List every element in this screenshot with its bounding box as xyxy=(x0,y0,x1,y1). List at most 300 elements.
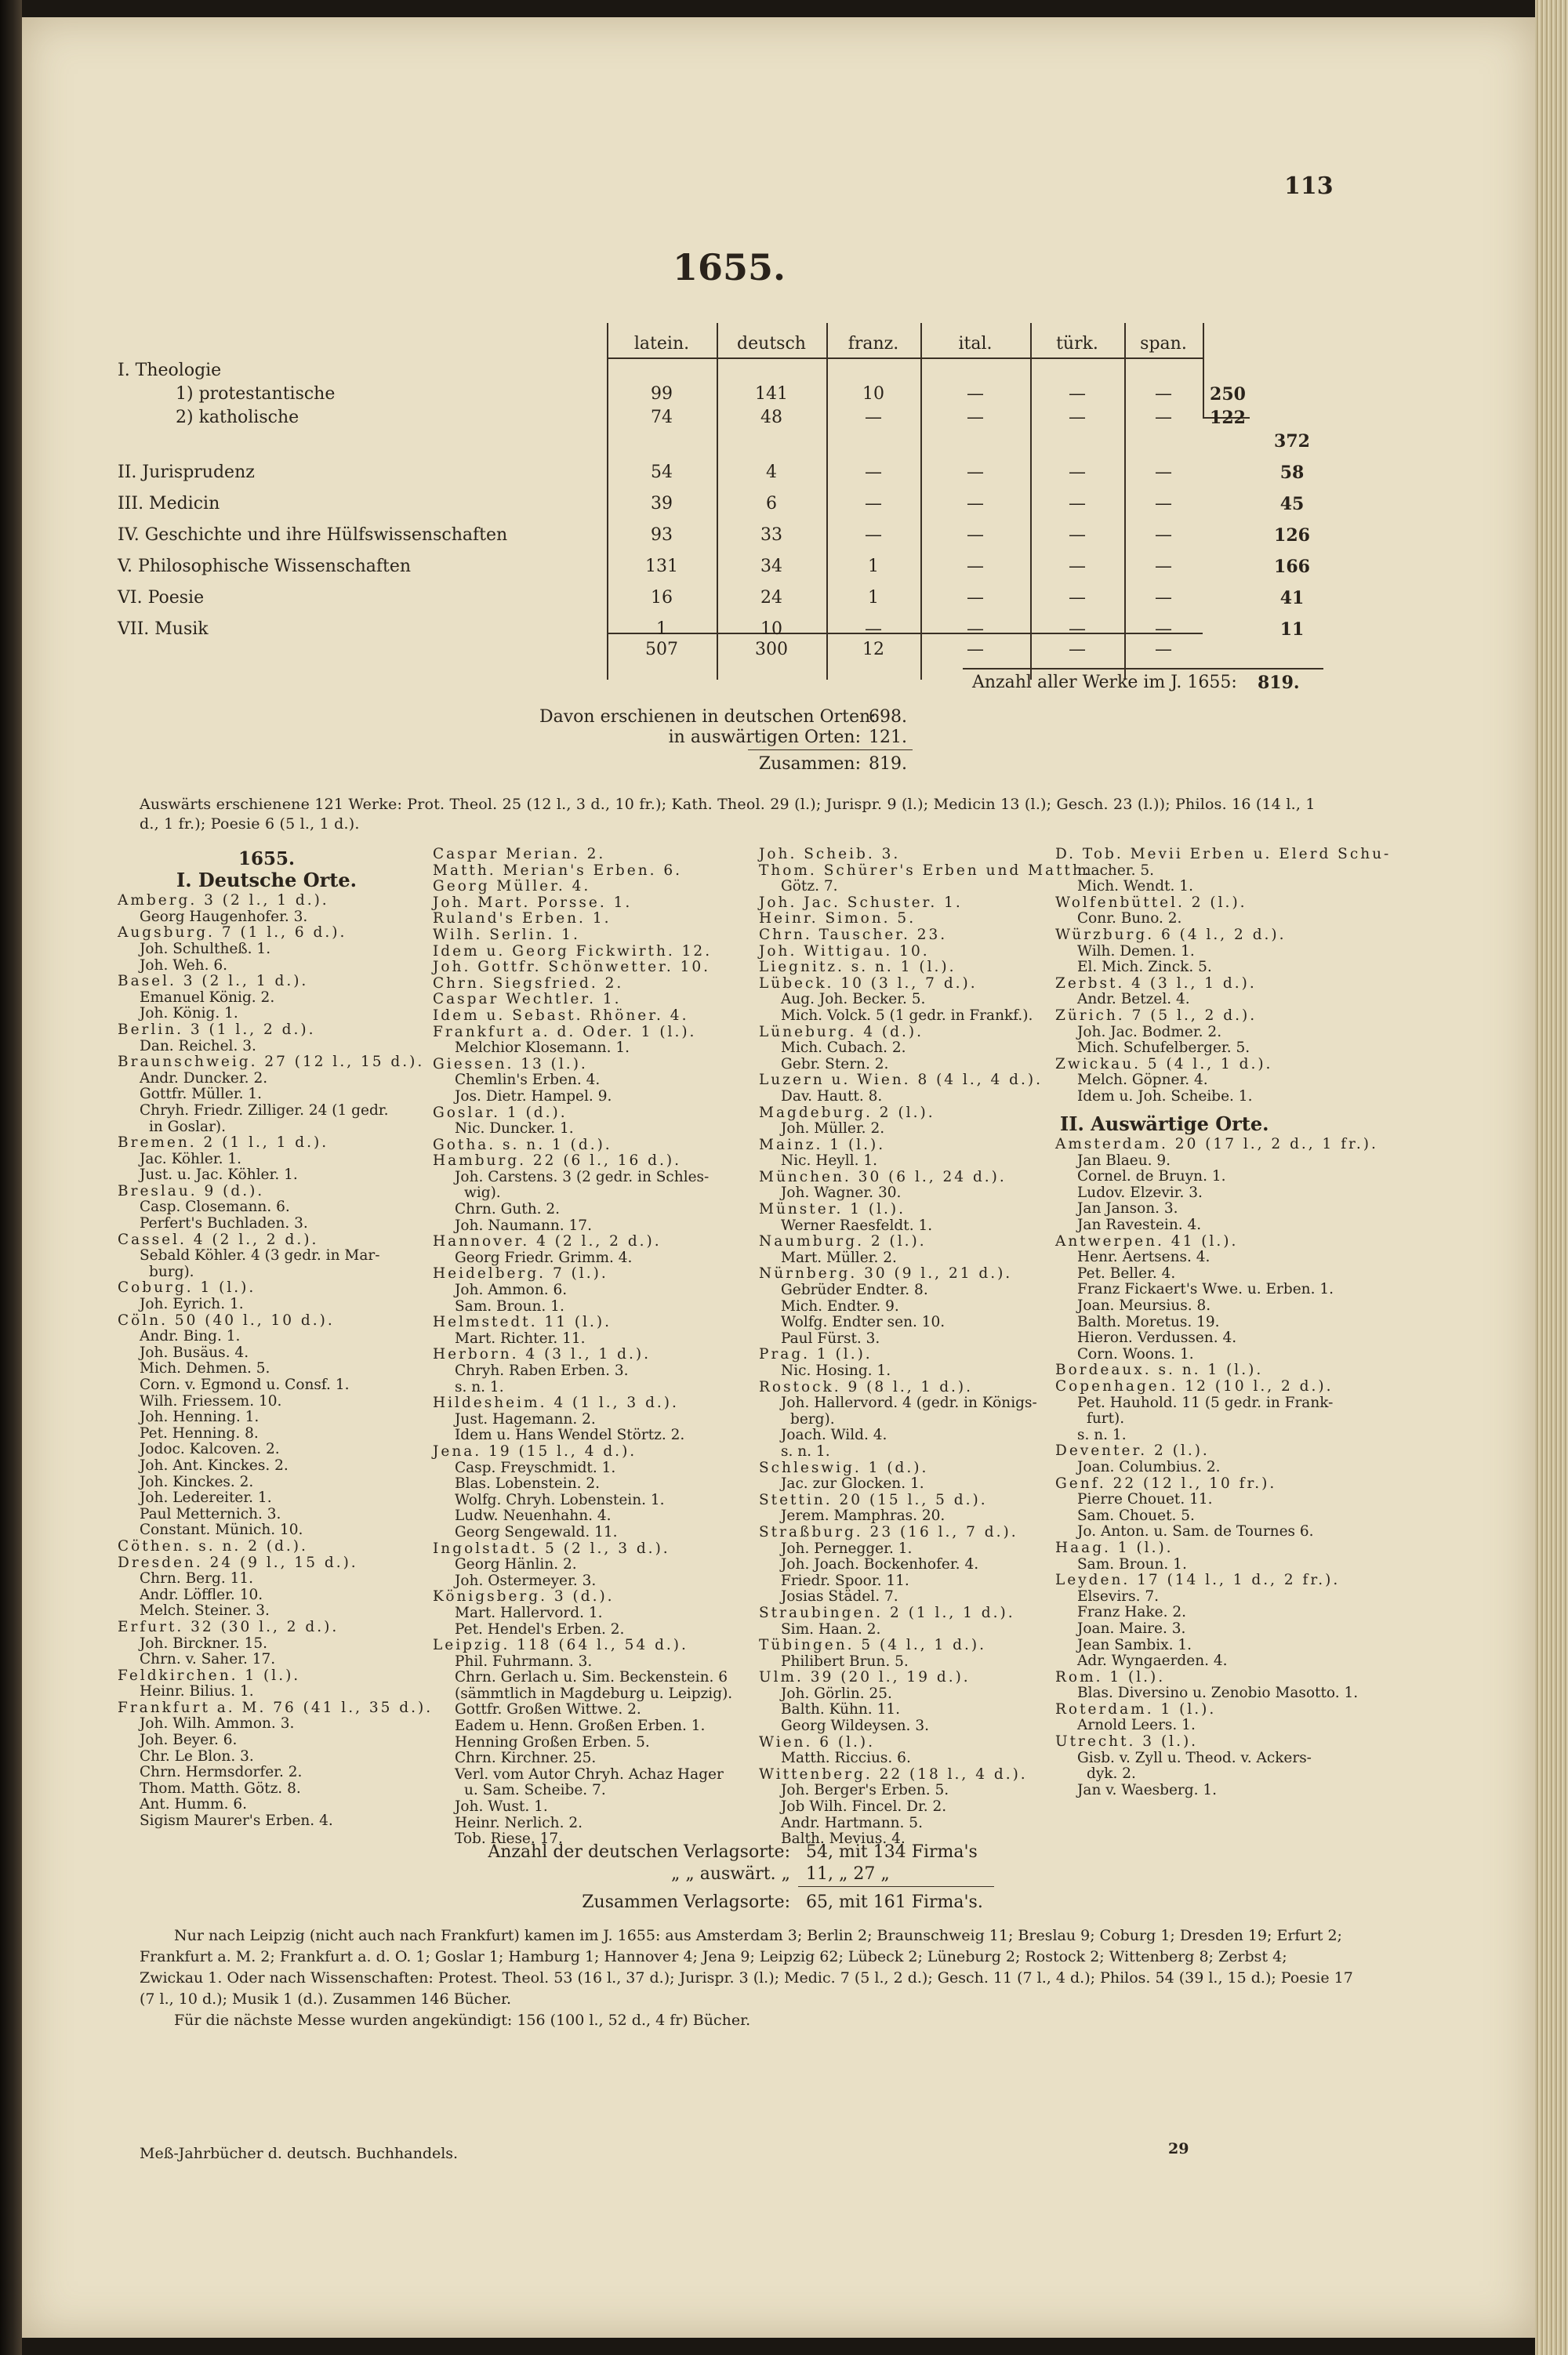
publisher-entry: Joh. Ledereiter. 1. xyxy=(140,1490,272,1507)
publisher-entry: Sam. Broun. 1. xyxy=(455,1297,564,1315)
place-entry: Goslar. 1 (d.). xyxy=(433,1104,568,1121)
publisher-entry: Joh. Müller. 2. xyxy=(781,1120,885,1138)
publisher-entry: Verl. vom Autor Chryh. Achaz Hager xyxy=(455,1765,724,1783)
publisher-entry: Balth. Mevius. 4. xyxy=(781,1831,906,1848)
publisher-entry: Joh. Pernegger. 1. xyxy=(781,1540,913,1557)
publisher-entry: Joh. Carstens. 3 (2 gedr. in Schles- xyxy=(455,1168,710,1185)
publisher-entry: Job Wilh. Fincel. Dr. 2. xyxy=(781,1798,947,1816)
place-entry: Zwickau. 5 (4 l., 1 d.). xyxy=(1055,1055,1273,1072)
place-entry: Leyden. 17 (14 l., 1 d., 2 fr.). xyxy=(1055,1572,1341,1589)
place-entry: Lüneburg. 4 (d.). xyxy=(759,1023,924,1040)
table-cell: — xyxy=(967,588,984,608)
table-cell: — xyxy=(1155,619,1172,639)
publisher-entry: Jos. Dietr. Hampel. 9. xyxy=(455,1087,612,1105)
place-entry: Giessen. 13 (l.). xyxy=(433,1055,588,1072)
publisher-entry: Pet. Beller. 4. xyxy=(1077,1265,1176,1282)
publisher-entry: Phil. Fuhrmann. 3. xyxy=(455,1653,593,1670)
publisher-entry: in Goslar). xyxy=(149,1118,227,1135)
place-entry: Joh. Wittigau. 10. xyxy=(759,942,930,960)
publisher-entry: Mich. Dehmen. 5. xyxy=(140,1360,270,1377)
col-header-deutsch: deutsch xyxy=(737,334,806,354)
publisher-entry: Joh. Schultheß. 1. xyxy=(140,940,271,957)
table-row-label: II. Jurisprudenz xyxy=(118,463,255,482)
places-line2-value: 121. xyxy=(869,728,907,747)
place-entry: Antwerpen. 41 (l.). xyxy=(1055,1232,1239,1250)
publisher-entry: Henning Großen Erben. 5. xyxy=(455,1733,650,1751)
table-cell: 33 xyxy=(760,525,782,545)
publisher-entry: Just. Hagemann. 2. xyxy=(455,1410,596,1428)
column-4 xyxy=(1055,846,1392,1798)
publisher-entry: Sebald Köhler. 4 (3 gedr. in Mar- xyxy=(140,1247,380,1265)
publisher-entry: Joan. Columbius. 2. xyxy=(1077,1458,1221,1475)
table-row-total: 372 xyxy=(1274,431,1310,452)
publisher-entry: s. n. 1. xyxy=(1077,1426,1127,1443)
place-entry: Tübingen. 5 (4 l., 1 d.). xyxy=(759,1637,986,1654)
publisher-entry: Ant. Humm. 6. xyxy=(140,1796,248,1813)
publisher-entry: Henr. Aertsens. 4. xyxy=(1077,1249,1210,1266)
publisher-entry: Constant. Münich. 10. xyxy=(140,1522,303,1539)
place-entry: Straßburg. 23 (16 l., 7 d.). xyxy=(759,1523,1018,1540)
table-cell: 99 xyxy=(651,384,673,404)
publisher-entry: Andr. Betzel. 4. xyxy=(1077,991,1190,1008)
publisher-entry: Friedr. Spoor. 11. xyxy=(781,1572,909,1589)
place-entry: Berlin. 3 (1 l., 2 d.). xyxy=(118,1021,316,1038)
place-entry: Joh. Gottfr. Schönwetter. 10. xyxy=(433,959,711,976)
publisher-entry: Pierre Chouet. 11. xyxy=(1077,1491,1213,1508)
publisher-entry: (sämmtlich in Magdeburg u. Leipzig). xyxy=(455,1685,733,1702)
table-cell: 16 xyxy=(651,588,673,608)
publisher-entry: Jan v. Waesberg. 1. xyxy=(1077,1781,1218,1798)
table-cell: 6 xyxy=(766,494,777,513)
table-cell: — xyxy=(1069,619,1086,639)
publisher-entry: Georg Hänlin. 2. xyxy=(455,1556,577,1573)
leipzig-note: Nur nach Leipzig (nicht auch nach Frankfurt) kamen im J. 1655: aus Amsterdam 3; Berlin 2; Braunschweig 11; Breslau 9; Coburg 1; Dresden 19; Erfurt 2; Frankfurt a. M. 2; Frankfurt a. d. O. 1; Goslar 1; Hamburg 1; Hannover 4; Jena 9; Leipzig 62; Lübeck 2; Lüneburg 2; Rostock 2; Wittenberg 8; Zerbst 4; Zwickau 1. Oder nach Wissenschaften: Protest. Theol. 53 (16 l., 37 d.); Jurispr. 3 (l.); Medic. 7 (5 l., 2 d.); Gesch. 11 (7 l., 4 d.); Philos. 54 (39 l., 15 d.); Poesie 17 (7 l., 10 d.); Musik 1 (d.). Zusammen 146 Bücher. xyxy=(140,1927,1353,2008)
table-cell: 54 xyxy=(651,463,673,482)
place-entry: Nürnberg. 30 (9 l., 21 d.). xyxy=(759,1265,1013,1283)
publisher-entry: Nic. Duncker. 1. xyxy=(455,1120,574,1138)
place-entry: Herborn. 4 (3 l., 1 d.). xyxy=(433,1346,651,1363)
table-cell: 10 xyxy=(862,384,884,404)
publisher-entry: Blas. Lobenstein. 2. xyxy=(455,1475,601,1493)
year-title: 1655. xyxy=(673,246,786,288)
section-heading-foreign: II. Auswärtige Orte. xyxy=(1060,1112,1269,1135)
publisher-entry: Just. u. Jac. Köhler. 1. xyxy=(140,1167,298,1184)
publisher-entry: wig). xyxy=(464,1185,501,1202)
publisher-entry: Joh. Busäus. 4. xyxy=(140,1344,249,1361)
place-entry: Georg Müller. 4. xyxy=(433,878,591,895)
publisher-entry: Sam. Broun. 1. xyxy=(1077,1555,1187,1573)
place-entry: Zürich. 7 (5 l., 2 d.). xyxy=(1055,1007,1258,1024)
table-row-label: 2) katholische xyxy=(176,408,299,427)
table-cell: — xyxy=(865,619,882,639)
publisher-entry: Jac. Köhler. 1. xyxy=(140,1150,242,1167)
publisher-entry: Pet. Henning. 8. xyxy=(140,1424,259,1442)
table-cell: 4 xyxy=(766,463,777,482)
table-cell: — xyxy=(1069,384,1086,404)
place-entry: Coburg. 1 (l.). xyxy=(118,1279,256,1297)
summary-line1-label: Anzahl der deutschen Verlagsorte: xyxy=(488,1842,790,1862)
publisher-entry: Dav. Hautt. 8. xyxy=(781,1087,883,1105)
place-entry: Cassel. 4 (2 l., 2 d.). xyxy=(118,1231,319,1248)
publisher-entry: Chryh. Friedr. Zilliger. 24 (1 gedr. xyxy=(140,1101,389,1119)
places-line1-label: Davon erschienen in deutschen Orten: xyxy=(539,707,877,727)
publisher-entry: Gottfr. Großen Wittwe. 2. xyxy=(455,1701,641,1718)
places-total-label: Zusammen: xyxy=(758,754,861,774)
place-entry: Zerbst. 4 (3 l., 1 d.). xyxy=(1055,974,1257,992)
publisher-entry: Emanuel König. 2. xyxy=(140,989,275,1006)
table-cell: — xyxy=(1155,588,1172,608)
place-entry: Helmstedt. 11 (l.). xyxy=(433,1314,612,1331)
place-entry: Ingolstadt. 5 (2 l., 3 d.). xyxy=(433,1540,670,1557)
publisher-entry: Joh. Ammon. 6. xyxy=(455,1282,568,1299)
col-header-latein: latein. xyxy=(633,334,690,354)
table-subtotal: 122 xyxy=(1210,408,1246,428)
publisher-entry: Wolfg. Chryh. Lobenstein. 1. xyxy=(455,1491,665,1508)
place-entry: Gotha. s. n. 1 (d.). xyxy=(433,1136,612,1153)
publisher-entry: Joh. Naumann. 17. xyxy=(455,1217,592,1234)
publisher-entry: Josias Städel. 7. xyxy=(781,1588,898,1606)
summary-line2-value: 11, „ 27 „ xyxy=(806,1864,890,1884)
table-row-label: I. Theologie xyxy=(118,361,222,380)
table-cell: — xyxy=(1155,408,1172,427)
table-cell: — xyxy=(1069,525,1086,545)
publisher-entry: Mich. Cubach. 2. xyxy=(781,1040,906,1057)
publisher-entry: Mart. Müller. 2. xyxy=(781,1249,897,1266)
place-entry: Matth. Merian's Erben. 6. xyxy=(433,862,683,879)
all-works-value: 819. xyxy=(1258,673,1300,693)
place-entry: Wolfenbüttel. 2 (l.). xyxy=(1055,894,1247,911)
page xyxy=(22,17,1535,2338)
publisher-entry: Jan Ravestein. 4. xyxy=(1077,1217,1202,1234)
publisher-entry: Götz. 7. xyxy=(781,878,838,895)
col-header-span: span. xyxy=(1140,334,1187,354)
publisher-entry: dyk. 2. xyxy=(1087,1765,1136,1783)
publisher-entry: Georg Friedr. Grimm. 4. xyxy=(455,1249,633,1266)
place-entry: Rom. 1 (l.). xyxy=(1055,1668,1166,1686)
table-cell: 48 xyxy=(760,408,782,427)
table-cell: — xyxy=(967,525,984,545)
publisher-entry: Joh. Görlin. 25. xyxy=(781,1685,892,1702)
publisher-entry: Chrn. Guth. 2. xyxy=(455,1201,561,1218)
publisher-entry: Franz Fickaert's Wwe. u. Erben. 1. xyxy=(1077,1281,1334,1298)
next-fair-note: Für die nächste Messe wurden angekündigt: 156 (100 l., 52 d., 4 fr) Bücher. xyxy=(174,2012,751,2029)
page-edges xyxy=(1535,0,1568,2355)
place-entry: Idem u. Georg Fickwirth. 12. xyxy=(433,942,713,960)
table-cell: — xyxy=(865,525,882,545)
place-entry: Copenhagen. 12 (10 l., 2 d.). xyxy=(1055,1378,1334,1395)
publisher-entry: Casp. Freyschmidt. 1. xyxy=(455,1459,616,1476)
place-entry: Amberg. 3 (2 l., 1 d.). xyxy=(118,892,329,909)
publisher-entry: Blas. Diversino u. Zenobio Masotto. 1. xyxy=(1077,1685,1359,1702)
table-row-total: 58 xyxy=(1279,463,1305,483)
place-entry: Frankfurt a. d. Oder. 1 (l.). xyxy=(433,1023,697,1040)
place-entry: Würzburg. 6 (4 l., 2 d.). xyxy=(1055,926,1287,943)
table-cell: 34 xyxy=(760,557,782,576)
publisher-entry: u. Sam. Scheibe. 7. xyxy=(464,1782,606,1799)
column-year: 1655. xyxy=(238,848,296,869)
publisher-entry: Ludov. Elzevir. 3. xyxy=(1077,1184,1203,1201)
publisher-entry: Eadem u. Henn. Großen Erben. 1. xyxy=(455,1718,706,1735)
place-entry: Magdeburg. 2 (l.). xyxy=(759,1104,935,1121)
table-cell: — xyxy=(1155,557,1172,576)
publisher-entry: El. Mich. Zinck. 5. xyxy=(1077,959,1212,976)
publisher-entry: Heinr. Nerlich. 2. xyxy=(455,1814,583,1831)
table-cell: — xyxy=(967,619,984,639)
place-entry: Chrn. Tauscher. 23. xyxy=(759,926,948,943)
publisher-entry: Cornel. de Bruyn. 1. xyxy=(1077,1168,1226,1185)
publisher-entry: Melch. Steiner. 3. xyxy=(140,1602,270,1620)
publisher-entry: Gottfr. Müller. 1. xyxy=(140,1086,263,1103)
place-entry: Prag. 1 (l.). xyxy=(759,1346,873,1363)
place-entry: Ulm. 39 (20 l., 19 d.). xyxy=(759,1669,971,1686)
publisher-entry: Joh. Ant. Kinckes. 2. xyxy=(140,1457,289,1474)
place-entry: Chrn. Siegsfried. 2. xyxy=(433,974,624,992)
publisher-entry: Joh. Wilh. Ammon. 3. xyxy=(140,1715,295,1733)
table-column-sum: — xyxy=(1069,640,1086,659)
publisher-entry: Philibert Brun. 5. xyxy=(781,1653,909,1670)
table-cell: — xyxy=(1155,494,1172,513)
place-entry: Schleswig. 1 (d.). xyxy=(759,1459,929,1476)
publisher-entry: Paul Fürst. 3. xyxy=(781,1330,880,1347)
publisher-entry: Mich. Schufelberger. 5. xyxy=(1077,1040,1250,1057)
publisher-entry: Mich. Volck. 5 (1 gedr. in Frankf.). xyxy=(781,1007,1033,1024)
publisher-entry: Wilh. Friessem. 10. xyxy=(140,1392,282,1410)
publisher-entry: Chrn. Berg. 11. xyxy=(140,1570,254,1588)
place-entry: Erfurt. 32 (30 l., 2 d.). xyxy=(118,1618,339,1635)
publisher-entry: Andr. Löffler. 10. xyxy=(140,1586,263,1603)
table-row-total: 41 xyxy=(1279,588,1305,608)
summary-line1-value: 54, mit 134 Firma's xyxy=(806,1842,978,1862)
place-entry: Heinr. Simon. 5. xyxy=(759,910,916,927)
publisher-entry: Jac. zur Glocken. 1. xyxy=(781,1475,924,1493)
place-entry: Joh. Scheib. 3. xyxy=(759,846,901,862)
publisher-entry: burg). xyxy=(149,1263,194,1280)
publisher-entry: Balth. Kühn. 11. xyxy=(781,1701,900,1718)
table-row-label: IV. Geschichte und ihre Hülfswissenschaften xyxy=(118,525,508,545)
publisher-entry: Nic. Hosing. 1. xyxy=(781,1363,891,1379)
publisher-entry: Conr. Buno. 2. xyxy=(1077,910,1182,927)
publisher-entry: furt). xyxy=(1087,1410,1125,1428)
place-entry: Leipzig. 118 (64 l., 54 d.). xyxy=(433,1637,688,1654)
place-entry: Basel. 3 (2 l., 1 d.). xyxy=(118,973,309,990)
summary-total-value: 65, mit 161 Firma's. xyxy=(806,1892,983,1912)
column-1 xyxy=(118,847,434,1830)
place-entry: Frankfurt a. M. 76 (41 l., 35 d.). xyxy=(118,1699,434,1716)
publisher-entry: Chryh. Raben Erben. 3. xyxy=(455,1363,629,1379)
table-cell: — xyxy=(1155,463,1172,482)
table-column-sum: — xyxy=(1155,640,1172,659)
place-entry: Wilh. Serlin. 1. xyxy=(433,926,580,943)
place-entry: München. 30 (6 l., 24 d.). xyxy=(759,1168,1007,1185)
publisher-entry: berg). xyxy=(790,1410,835,1428)
table-cell: — xyxy=(1069,557,1086,576)
publisher-entry: Joh. Wagner. 30. xyxy=(781,1185,902,1202)
publisher-entry: Joach. Wild. 4. xyxy=(781,1427,887,1444)
publisher-entry: Franz Hake. 2. xyxy=(1077,1604,1186,1621)
publisher-entry: Joh. Joach. Bockenhofer. 4. xyxy=(781,1556,979,1573)
publisher-entry: Joh. Beyer. 6. xyxy=(140,1732,238,1749)
publisher-entry: s. n. 1. xyxy=(781,1442,830,1460)
place-entry: Liegnitz. s. n. 1 (l.). xyxy=(759,959,956,976)
place-entry: Utrecht. 3 (l.). xyxy=(1055,1733,1199,1751)
place-entry: Jena. 19 (15 l., 4 d.). xyxy=(433,1442,637,1460)
page-number: 113 xyxy=(1284,172,1334,200)
publisher-entry: Joh. König. 1. xyxy=(140,1005,238,1022)
publisher-entry: Chemlin's Erben. 4. xyxy=(455,1072,601,1089)
table-column-sum: 300 xyxy=(755,640,788,659)
summary-line2-label: „ „ auswärt. „ xyxy=(670,1864,790,1884)
place-entry: Cöthen. s. n. 2 (d.). xyxy=(118,1537,308,1555)
publisher-entry: Idem u. Hans Wendel Störtz. 2. xyxy=(455,1427,685,1444)
publisher-entry: Joh. Henning. 1. xyxy=(140,1409,260,1426)
publisher-entry: Aug. Joh. Becker. 5. xyxy=(781,991,926,1008)
publisher-entry: Mich. Wendt. 1. xyxy=(1077,878,1193,895)
publisher-entry: Arnold Leers. 1. xyxy=(1077,1717,1196,1734)
publisher-entry: Gebr. Stern. 2. xyxy=(781,1055,889,1072)
place-entry: Amsterdam. 20 (17 l., 2 d., 1 fr.). xyxy=(1055,1136,1378,1153)
publisher-entry: Gebrüder Endter. 8. xyxy=(781,1282,928,1299)
publisher-entry: Corn. v. Egmond u. Consf. 1. xyxy=(140,1377,350,1393)
place-entry: Bremen. 2 (1 l., 1 d.). xyxy=(118,1134,329,1152)
table-subtotal: 250 xyxy=(1210,384,1246,405)
publisher-entry: Mart. Hallervord. 1. xyxy=(455,1604,603,1621)
footer-left: Meß-Jahrbücher d. deutsch. Buchhandels. xyxy=(140,2145,459,2162)
place-entry: Roterdam. 1 (l.). xyxy=(1055,1700,1217,1718)
table-row-total: 126 xyxy=(1274,525,1310,546)
place-entry: Augsburg. 7 (1 l., 6 d.). xyxy=(118,924,347,942)
publisher-entry: Joh. Berger's Erben. 5. xyxy=(781,1782,949,1799)
publisher-entry: Chrn. Kirchner. 25. xyxy=(455,1750,597,1767)
place-entry: Lübeck. 10 (3 l., 7 d.). xyxy=(759,974,978,992)
publisher-entry: Ludw. Neuenhahn. 4. xyxy=(455,1508,612,1525)
publisher-entry: Sim. Haan. 2. xyxy=(781,1620,881,1638)
publisher-entry: Jan Blaeu. 9. xyxy=(1077,1152,1171,1169)
book-spine xyxy=(0,0,22,2355)
col-header-franz: franz. xyxy=(848,334,899,354)
place-entry: Rostock. 9 (8 l., 1 d.). xyxy=(759,1378,974,1395)
publisher-entry: Georg Haugenhofer. 3. xyxy=(140,908,308,925)
publisher-entry: Joh. Jac. Bodmer. 2. xyxy=(1077,1023,1222,1040)
place-entry: Wittenberg. 22 (18 l., 4 d.). xyxy=(759,1765,1028,1783)
publisher-entry: Joan. Meursius. 8. xyxy=(1077,1297,1211,1315)
place-entry: Feldkirchen. 1 (l.). xyxy=(118,1667,301,1684)
publisher-entry: Idem u. Joh. Scheibe. 1. xyxy=(1077,1087,1253,1105)
publisher-entry: Dan. Reichel. 3. xyxy=(140,1037,256,1054)
place-entry: Caspar Wechtler. 1. xyxy=(433,991,622,1008)
publisher-entry: Chrn. Hermsdorfer. 2. xyxy=(140,1764,303,1781)
table-row-label: III. Medicin xyxy=(118,494,220,513)
publisher-entry: Melchior Klosemann. 1. xyxy=(455,1040,630,1057)
publisher-entry: Jean Sambix. 1. xyxy=(1077,1636,1192,1653)
table-cell: 74 xyxy=(651,408,673,427)
place-entry: Joh. Mart. Porsse. 1. xyxy=(433,894,633,911)
table-cell: — xyxy=(865,494,882,513)
place-entry: Dresden. 24 (9 l., 15 d.). xyxy=(118,1554,358,1571)
publisher-entry: Andr. Bing. 1. xyxy=(140,1328,241,1345)
col-header-ital: ital. xyxy=(958,334,993,354)
place-entry: Luzern u. Wien. 8 (4 l., 4 d.). xyxy=(759,1072,1043,1089)
places-total-value: 819. xyxy=(869,754,907,774)
publisher-entry: Mich. Endter. 9. xyxy=(781,1297,899,1315)
publisher-entry: Adr. Wyngaerden. 4. xyxy=(1077,1653,1228,1670)
table-cell: — xyxy=(967,494,984,513)
table-cell: 10 xyxy=(760,619,782,639)
publisher-entry: Perfert's Buchladen. 3. xyxy=(140,1215,308,1232)
publisher-entry: Pet. Hauhold. 11 (5 gedr. in Frank- xyxy=(1077,1394,1334,1411)
publisher-entry: Andr. Duncker. 2. xyxy=(140,1069,268,1087)
section-heading-german: I. Deutsche Orte. xyxy=(176,868,357,891)
publisher-entry: Wolfg. Endter sen. 10. xyxy=(781,1314,946,1331)
table-cell: — xyxy=(967,384,984,404)
publisher-entry: Chr. Le Blon. 3. xyxy=(140,1747,254,1765)
publisher-entry: Joh. Weh. 6. xyxy=(140,956,228,974)
place-entry: Braunschweig. 27 (12 l., 15 d.). xyxy=(118,1054,425,1071)
place-entry: Hamburg. 22 (6 l., 16 d.). xyxy=(433,1152,682,1170)
place-entry: Heidelberg. 7 (l.). xyxy=(433,1265,608,1283)
table-row-label: VII. Musik xyxy=(118,619,209,639)
foreign-works-note: Auswärts erschienene 121 Werke: Prot. Theol. 25 (12 l., 3 d., 10 fr.); Kath. Theol. 29 (l.); Jurispr. 9 (l.); Medicin 13 (l.); Gesch. 23 (l.)); Philos. 16 (14 l., 1 d., 1 fr.); Poesie 6 (5 l., 1 d.). xyxy=(140,796,1316,833)
table-cell: — xyxy=(865,408,882,427)
col-header-tuerk: türk. xyxy=(1056,334,1098,354)
table-row-label: 1) protestantische xyxy=(176,384,336,404)
publisher-entry: Andr. Hartmann. 5. xyxy=(781,1814,923,1831)
place-entry: Ruland's Erben. 1. xyxy=(433,910,612,927)
publisher-entry: Georg Wildeysen. 3. xyxy=(781,1718,929,1735)
publisher-entry: Pet. Hendel's Erben. 2. xyxy=(455,1620,625,1638)
table-cell: 131 xyxy=(645,557,678,576)
table-cell: 1 xyxy=(868,557,879,576)
place-entry: Hildesheim. 4 (1 l., 3 d.). xyxy=(433,1395,679,1412)
publisher-entry: Georg Sengewald. 11. xyxy=(455,1523,618,1540)
table-cell: 141 xyxy=(755,384,788,404)
table-cell: 93 xyxy=(651,525,673,545)
places-line1-value: 698. xyxy=(869,707,907,727)
table-column-sum: — xyxy=(967,640,984,659)
publisher-entry: Werner Raesfeldt. 1. xyxy=(781,1217,933,1234)
publisher-entry: Balth. Moretus. 19. xyxy=(1077,1313,1220,1330)
table-cell: — xyxy=(865,463,882,482)
publisher-list-foreign xyxy=(1055,1137,1385,1798)
place-entry: Münster. 1 (l.). xyxy=(759,1201,906,1218)
column-3 xyxy=(759,846,1091,1848)
table-column-sum: 507 xyxy=(645,640,678,659)
publisher-entry: Elsevirs. 7. xyxy=(1077,1588,1159,1605)
place-entry: Stettin. 20 (15 l., 5 d.). xyxy=(759,1491,988,1508)
table-cell: 1 xyxy=(868,588,879,608)
publisher-entry: Chrn. Gerlach u. Sim. Beckenstein. 6 xyxy=(455,1669,728,1686)
publisher-list-3 xyxy=(759,846,1091,1848)
place-entry: Joh. Jac. Schuster. 1. xyxy=(759,894,963,911)
table-row-total: 166 xyxy=(1274,557,1310,577)
publisher-list-1 xyxy=(118,892,434,1830)
publisher-entry: Mart. Richter. 11. xyxy=(455,1330,586,1347)
place-entry: Thom. Schürer's Erben und Matth. xyxy=(759,862,1091,879)
publisher-entry: Thom. Matth. Götz. 8. xyxy=(140,1780,301,1797)
publisher-entry: Wilh. Demen. 1. xyxy=(1077,942,1195,960)
publisher-list-2 xyxy=(433,847,746,1848)
place-entry: Genf. 22 (12 l., 10 fr.). xyxy=(1055,1475,1277,1492)
table-cell: — xyxy=(1155,384,1172,404)
place-entry: Bordeaux. s. n. 1 (l.). xyxy=(1055,1362,1264,1379)
place-entry: Straubingen. 2 (1 l., 1 d.). xyxy=(759,1604,1015,1621)
publisher-entry: Jodoc. Kalcoven. 2. xyxy=(140,1441,280,1458)
publisher-entry: Joh. Kinckes. 2. xyxy=(140,1473,254,1490)
table-row-label: VI. Poesie xyxy=(118,588,205,608)
table-cell: 24 xyxy=(760,588,782,608)
table-cell: 39 xyxy=(651,494,673,513)
publisher-entry: Casp. Closemann. 6. xyxy=(140,1199,290,1216)
publisher-entry: Joan. Maire. 3. xyxy=(1077,1620,1186,1637)
